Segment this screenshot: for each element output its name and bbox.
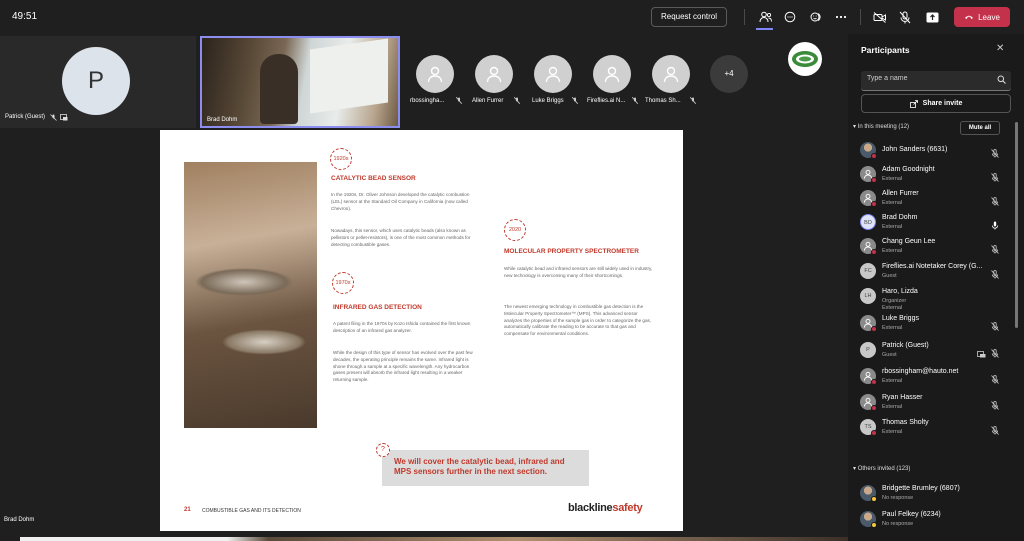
presence-dot	[871, 522, 877, 528]
presence-dot	[871, 496, 877, 502]
presenter-name-label: Brad Dohm	[4, 517, 35, 523]
participant-role: External	[882, 305, 903, 311]
mic-off-icon	[690, 97, 696, 104]
section-heading: MOLECULAR PROPERTY SPECTROMETER	[504, 248, 639, 255]
panel-title: Participants	[861, 45, 910, 55]
video-tile-avatar[interactable]	[416, 55, 454, 93]
participant-name: Fireflies.ai Notetaker Corey (G...	[882, 263, 983, 270]
mic-off-icon[interactable]	[991, 241, 999, 259]
participant-role: External	[882, 325, 903, 331]
mic-off-icon	[632, 97, 638, 104]
tile-name: Patrick (Guest)	[5, 114, 46, 120]
mic-off-icon	[572, 97, 578, 104]
video-tile-avatar[interactable]	[534, 55, 572, 93]
video-tile-avatar[interactable]	[475, 55, 513, 93]
participant-role: External	[882, 404, 903, 410]
participant-logo[interactable]	[788, 42, 822, 76]
video-tile-patrick[interactable]	[0, 36, 196, 128]
mic-off-icon[interactable]	[991, 397, 999, 415]
screen-share-status-icon	[977, 345, 986, 363]
avatar: BD	[860, 214, 876, 230]
brand-logo	[568, 502, 642, 514]
participant-name: Thomas Sholty	[882, 419, 929, 426]
slide-footer: COMBUSTIBLE GAS AND ITS DETECTION	[202, 508, 301, 514]
presence-dot	[871, 249, 877, 255]
year-badge: 1920s	[330, 148, 352, 170]
share-invite-label: Share invite	[922, 100, 963, 107]
section-paragraph: The newest emerging technology in combustible gas detection is the Molecular Property Spectrometer™ (MPS). This advanced sensor analyzes the properties of the sample gas in order to categorize the gas, automatically calibrate the reading to be accurate to that gas and compensate for environmental conditions.	[504, 304, 652, 337]
participant-role: External	[882, 176, 903, 182]
tile-name: Fireflies.ai N...	[587, 98, 626, 104]
mic-off-icon	[50, 114, 57, 121]
section-heading: INFRARED GAS DETECTION	[333, 304, 422, 311]
question-icon: ?	[376, 443, 390, 457]
section-heading: CATALYTIC BEAD SENSOR	[331, 175, 416, 182]
person-icon	[426, 65, 444, 83]
participant-role: External	[882, 429, 903, 435]
participant-name: Paul Felkey (6234)	[882, 511, 941, 518]
participant-row[interactable]	[860, 211, 1006, 235]
mic-off-icon[interactable]	[991, 193, 999, 211]
tile-name: Allen Furrer	[472, 98, 504, 104]
share-invite-button[interactable]	[861, 94, 1011, 113]
person-icon	[603, 65, 621, 83]
others-invited-section[interactable]: ▾ Others invited (123)	[853, 466, 911, 472]
section-paragraph: Nowadays, this sensor, which uses catalytic beads (also known as pellistors or pellet-resistors), is one of the most common methods for detecting combustible gases.	[331, 228, 471, 247]
participant-row[interactable]	[860, 187, 1006, 211]
participant-role: External	[882, 248, 903, 254]
participant-row[interactable]	[860, 235, 1006, 259]
phone-hangup-icon	[964, 14, 974, 20]
presenter-figure	[260, 54, 298, 124]
participant-row[interactable]	[860, 391, 1006, 415]
mic-off-icon[interactable]	[991, 318, 999, 336]
video-tile-brad[interactable]	[200, 36, 400, 128]
page-number: 21	[184, 507, 191, 513]
section-paragraph: In the 1920s, Dr. Oliver Johnson developed the catalytic combustion (LEL) sensor at the Standard Oil Company in California (now called Chevron).	[331, 192, 470, 211]
participant-row[interactable]	[860, 312, 1006, 336]
section-label: Others invited (123)	[857, 466, 911, 472]
reactions-icon[interactable]	[807, 8, 825, 26]
sensor-photo	[184, 162, 317, 428]
participant-row[interactable]	[860, 163, 1006, 187]
presence-dot	[871, 201, 877, 207]
tile-name: rbossingha...	[410, 98, 445, 104]
leave-button[interactable]	[954, 7, 1010, 27]
chat-icon[interactable]	[781, 8, 799, 26]
toolbar-divider	[860, 9, 861, 25]
brand-part: blackline	[568, 502, 613, 514]
section-paragraph: While the design of this type of sensor has evolved over the past few decades, the operating principle remains the same. Infrared light is shone through a sample at a specific wavelength. Any hydrocarbon gases present will absorb the infrared light resulting in a weaker returning sample.	[333, 350, 473, 383]
toolbar-divider	[744, 9, 745, 25]
participant-role: Guest	[882, 273, 897, 279]
tile-name: Brad Dohm	[207, 117, 238, 123]
person-icon	[544, 65, 562, 83]
participant-role: Organizer	[882, 298, 907, 304]
brand-part: safety	[612, 502, 643, 514]
projector-screen	[310, 39, 388, 114]
person-icon	[485, 65, 503, 83]
video-tile-avatar[interactable]	[593, 55, 631, 93]
tile-name: Luke Briggs	[532, 98, 564, 104]
participant-row[interactable]	[860, 365, 1006, 389]
mic-off-icon	[514, 97, 520, 104]
presence-dot	[871, 326, 877, 332]
mic-off-icon[interactable]	[991, 371, 999, 389]
participant-row[interactable]	[860, 285, 1006, 309]
video-tile-avatar[interactable]	[652, 55, 690, 93]
meeting-toolbar	[0, 0, 1024, 34]
mic-off-icon[interactable]	[991, 422, 999, 440]
participant-name: Ryan Hasser	[882, 394, 923, 401]
participant-name: Adam Goodnight	[882, 166, 935, 173]
video-preview-strip	[20, 537, 848, 541]
invited-row[interactable]	[860, 482, 1006, 506]
participant-name: Patrick (Guest)	[882, 342, 929, 349]
section-label: In this meeting (12)	[857, 124, 910, 130]
close-icon[interactable]: ✕	[996, 43, 1005, 54]
presence-dot	[871, 405, 877, 411]
participant-name: Haro, Lizda	[882, 288, 918, 295]
mute-all-button[interactable]: Mute all	[960, 121, 1000, 135]
search-input[interactable]	[867, 75, 987, 82]
more-options-icon[interactable]	[832, 8, 850, 26]
participant-role: Guest	[882, 352, 897, 358]
participant-name: Chang Geun Lee	[882, 238, 936, 245]
avatar: P	[860, 342, 876, 358]
year-badge: 2020	[504, 219, 526, 241]
share-icon	[910, 100, 918, 108]
participant-status: No response	[882, 495, 914, 501]
participant-row[interactable]	[860, 260, 1006, 284]
share-screen-icon[interactable]	[923, 8, 941, 26]
invited-row[interactable]	[860, 508, 1006, 532]
presence-dot	[871, 379, 877, 385]
search-icon[interactable]	[997, 75, 1006, 84]
mic-off-icon[interactable]	[896, 8, 914, 26]
mic-off-icon[interactable]	[991, 145, 999, 163]
presence-dot	[871, 177, 877, 183]
leave-label: Leave	[978, 12, 1000, 22]
participant-role: External	[882, 200, 903, 206]
participant-row[interactable]	[860, 339, 1006, 363]
avatar: TS	[860, 419, 876, 435]
participants-panel	[848, 34, 1024, 541]
people-icon[interactable]	[756, 8, 774, 26]
tile-name: Thomas Sh...	[645, 98, 681, 104]
participant-name: Allen Furrer	[882, 190, 919, 197]
participant-role: External	[882, 378, 903, 384]
participant-name: Luke Briggs	[882, 315, 919, 322]
request-control-button[interactable]: Request control	[651, 7, 727, 27]
camera-off-icon[interactable]	[871, 8, 889, 26]
participant-name: rbossingham@hauto.net	[882, 368, 959, 375]
avatar: P	[62, 47, 130, 115]
presence-dot	[871, 430, 877, 436]
year-badge: 1970s	[332, 272, 354, 294]
shared-slide	[160, 130, 683, 531]
avatar: FC	[860, 263, 876, 279]
mic-on-icon[interactable]	[991, 217, 999, 235]
mic-off-icon[interactable]	[991, 345, 999, 363]
participant-role: External	[882, 224, 903, 230]
participant-status: No response	[882, 521, 914, 527]
screen-share-status-icon	[60, 114, 68, 121]
mic-off-icon	[456, 97, 462, 104]
scrollbar[interactable]	[1015, 122, 1018, 328]
in-meeting-section[interactable]: ▾ In this meeting (12)	[853, 124, 910, 130]
mic-off-icon[interactable]	[991, 266, 999, 284]
participant-name: Bridgette Brumley (6807)	[882, 485, 960, 492]
participant-name: Brad Dohm	[882, 214, 918, 221]
participant-row[interactable]	[860, 139, 1006, 163]
people-active-indicator	[756, 28, 773, 30]
callout-box: We will cover the catalytic bead, infrared and MPS sensors further in the next section.	[382, 450, 589, 486]
organization-logo-icon	[791, 49, 819, 69]
section-paragraph: A patent filing in the 1970s by Kozo Ishida contained the first known description of an infrared gas analyzer.	[333, 321, 471, 333]
more-participants-button[interactable]: +4	[710, 55, 748, 93]
person-icon	[662, 65, 680, 83]
participant-row[interactable]	[860, 416, 1006, 440]
mic-off-icon[interactable]	[991, 169, 999, 187]
participant-name: John Sanders (6631)	[882, 146, 948, 153]
section-paragraph: While catalytic bead and infrared sensors are still widely used in industry, new technology is overcoming many of their shortcomings.	[504, 266, 653, 278]
presence-dot	[871, 153, 877, 159]
meeting-timer: 49:51	[12, 11, 38, 22]
avatar: LH	[860, 288, 876, 304]
search-box[interactable]	[861, 71, 1011, 91]
